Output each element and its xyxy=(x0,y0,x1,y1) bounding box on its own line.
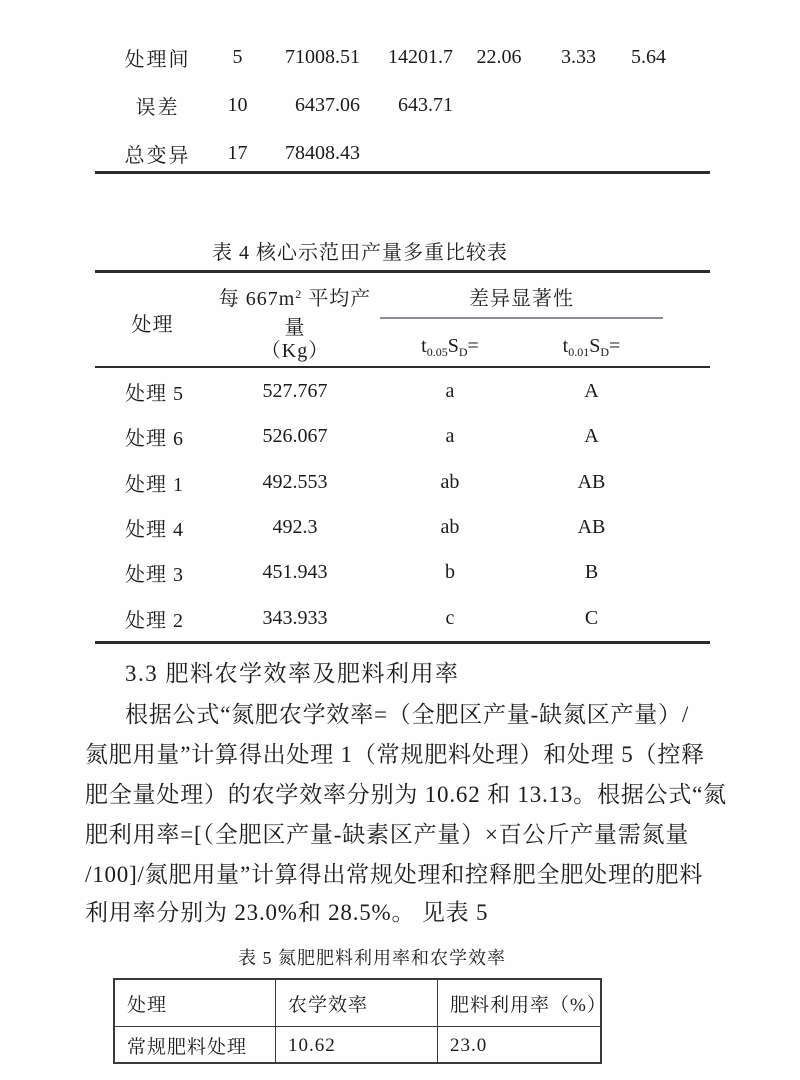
anova-source-label: 总变异 xyxy=(124,144,191,167)
sig01-value: AB xyxy=(577,470,606,493)
yield-header-text-suffix: 平均产量 xyxy=(284,288,372,339)
table4-bottom-rule xyxy=(95,641,710,644)
table4-title: 表 4 核心示范田产量多重比较表 xyxy=(212,242,508,264)
anova-df-value: 17 xyxy=(227,141,248,164)
table-row xyxy=(95,595,710,640)
yield-value: 451.943 xyxy=(262,561,328,584)
table-row xyxy=(95,460,710,505)
anova-ss-value: 6437.06 xyxy=(295,93,360,116)
paragraph-line: 根据公式“氮肥农学效率=（全肥区产量-缺氮区产量）/ xyxy=(125,702,690,727)
sig05-value: b xyxy=(445,561,455,584)
sig05-value: c xyxy=(445,606,455,629)
table4-top-rule xyxy=(95,270,710,273)
anova-f-value: 22.06 xyxy=(476,45,522,68)
yield-value: 527.767 xyxy=(262,380,328,403)
table-row xyxy=(95,33,710,81)
paragraph-line: 肥全量处理）的农学效率分别为 10.62 和 13.13。根据公式“氮 xyxy=(85,782,727,807)
sig05-value: ab xyxy=(440,516,460,539)
table5 xyxy=(113,978,607,1064)
anova-f01-value: 5.64 xyxy=(631,45,666,68)
yield-header-superscript: 2 xyxy=(295,287,303,301)
yield-value: 492.553 xyxy=(262,470,328,493)
table-row xyxy=(95,129,710,177)
sig01-value: A xyxy=(584,380,599,403)
sig01-value: B xyxy=(584,561,599,584)
table5-header-use-rate: 肥料利用率（%） xyxy=(437,980,600,1026)
anova-ms-value: 14201.7 xyxy=(388,45,453,68)
anova-ss-value: 78408.43 xyxy=(285,141,360,164)
table5-header-treatment: 处理 xyxy=(127,994,168,1016)
table-row xyxy=(95,505,710,550)
equals-sign: = xyxy=(609,335,621,357)
table4-body xyxy=(95,369,710,641)
table4-header-yield xyxy=(210,282,380,340)
table5-title: 表 5 氮肥肥料利用率和农学效率 xyxy=(238,948,506,968)
anova-ms-value: 643.71 xyxy=(398,93,453,116)
treatment-label: 处理 4 xyxy=(125,519,184,542)
table-row xyxy=(95,414,710,459)
table5-header-row xyxy=(115,980,607,1027)
table4-header-treatment: 处理 xyxy=(131,314,174,336)
table4-header-t005 xyxy=(380,335,520,360)
yield-value: 526.067 xyxy=(262,425,328,448)
table4-header-rule xyxy=(95,366,710,368)
treatment-label: 处理 3 xyxy=(125,564,184,587)
treatment-label: 处理 2 xyxy=(125,609,184,632)
table5-header-agronomic-efficiency: 农学效率 xyxy=(275,980,437,1026)
sig05-value: ab xyxy=(440,470,460,493)
table5-efficiency-value: 10.62 xyxy=(275,1027,437,1064)
anova-source-label: 处理间 xyxy=(124,48,191,71)
sig01-value: C xyxy=(584,606,599,629)
anova-f05-value: 3.33 xyxy=(561,45,596,68)
anova-df-value: 5 xyxy=(232,45,243,68)
table-row xyxy=(115,1027,600,1064)
anova-df-value: 10 xyxy=(227,93,248,116)
table-row xyxy=(95,369,710,414)
table4-header-significance: 差异显著性 xyxy=(469,288,574,310)
section-heading: 3.3 肥料农学效率及肥料利用率 xyxy=(125,661,460,686)
table-row xyxy=(95,81,710,129)
yield-value: 492.3 xyxy=(272,516,318,539)
s-symbol: S xyxy=(447,335,459,357)
t005-subscript: 0.05 xyxy=(426,345,448,359)
table5-treatment-value: 常规肥料处理 xyxy=(127,1037,248,1058)
table-row xyxy=(95,550,710,595)
anova-bottom-rule xyxy=(95,171,710,174)
t-symbol: t xyxy=(562,335,569,357)
treatment-label: 处理 1 xyxy=(125,473,184,496)
treatment-label: 处理 5 xyxy=(125,383,184,406)
yield-value: 343.933 xyxy=(262,606,328,629)
table5-use-rate-value: 23.0 xyxy=(437,1027,600,1064)
sig01-value: A xyxy=(584,425,599,448)
paragraph-line: 肥利用率=[（全肥区产量-缺素区产量）×百公斤产量需氮量 xyxy=(85,822,690,847)
s-symbol: S xyxy=(589,335,601,357)
paragraph-line: 利用率分别为 23.0%和 28.5%。 见表 5 xyxy=(85,900,489,925)
sig05-value: a xyxy=(445,380,455,403)
equals-sign: = xyxy=(467,335,479,357)
yield-header-text: 每 667m xyxy=(218,288,296,310)
table4-significance-rule xyxy=(380,317,663,319)
table4-header-yield-unit: （Kg） xyxy=(260,340,330,362)
anova-source-label: 误差 xyxy=(135,96,180,119)
sig01-value: AB xyxy=(577,516,606,539)
t001-subscript: 0.01 xyxy=(568,345,590,359)
paragraph-line: 氮肥用量”计算得出处理 1（常规肥料处理）和处理 5（控释 xyxy=(85,742,705,767)
anova-ss-value: 71008.51 xyxy=(285,45,360,68)
anova-table xyxy=(95,33,710,177)
sd-subscript: D xyxy=(458,345,468,359)
paragraph-line: /100]/氮肥用量”计算得出常规处理和控释肥全肥处理的肥料 xyxy=(85,862,704,887)
treatment-label: 处理 6 xyxy=(125,428,184,451)
t-symbol: t xyxy=(421,335,427,357)
sig05-value: a xyxy=(445,425,455,448)
sd-subscript: D xyxy=(600,345,610,359)
table4-header-t001 xyxy=(520,335,663,360)
